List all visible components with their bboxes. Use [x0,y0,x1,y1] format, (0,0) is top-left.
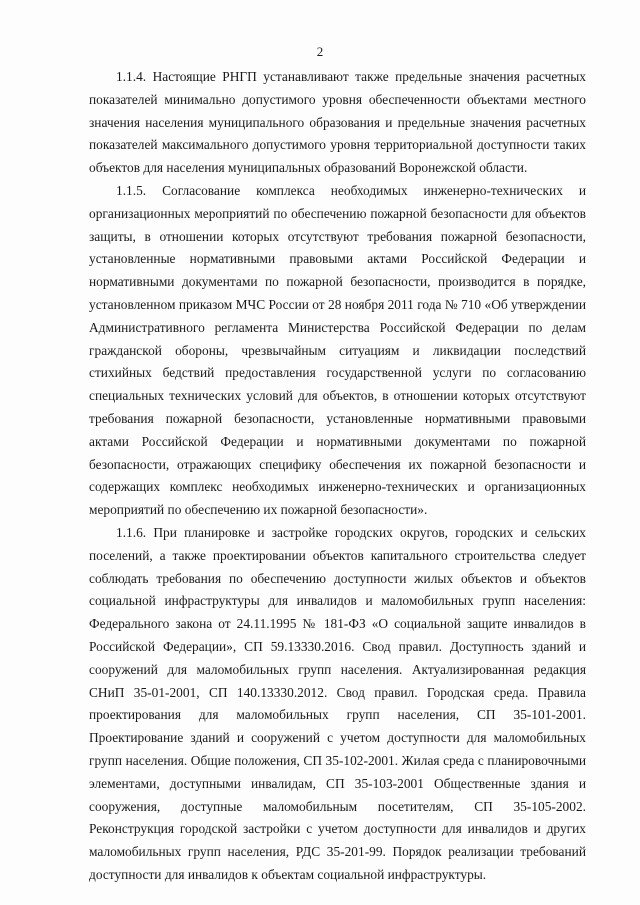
page-number: 2 [316,44,324,59]
paragraph-1-1-5: 1.1.5. Согласование комплекса необходимых инженерно-технических и организационных мероприятий по обеспечению пожарной безопасности для объектов защиты, в отношении которых отсутствуют требования пожарной безопасности, установленные нормативными правовыми актами Российской Федерации и нормативными документами по пожарной безопасности, производится в порядке, установленном приказом МЧС России от 28 ноября 2011 года № 710 «Об утверждении Административного регламента Министерства Российской Федерации по делам гражданской обороны, чрезвычайным ситуациям и ликвидации последствий стихийных бедствий предоставления государственной услуги по согласованию специальных технических условий для объектов, в отношении которых отсутствуют требования пожарной безопасности, установленные нормативными правовыми актами Российской Федерации и нормативными документами по пожарной безопасности, отражающих специфику обеспечения их пожарной безопасности и содержащих комплекс необходимых инженерно-технических и организационных мероприятий по обеспечению их пожарной безопасности». [89,182,586,518]
paragraph-1-1-6: 1.1.6. При планировке и застройке городских округов, городских и сельских поселений, а также проектировании объектов капитального строительства следует соблюдать требования по обеспечению доступности жилых объектов и объектов социальной инфраструктуры для инвалидов и маломобильных групп населения: Федерального закона от 24.11.1995 № 181-ФЗ «О социальной защите инвалидов в Российской Федерации», СП 59.13330.2016. Свод правил. Доступность зданий и сооружений для маломобильных групп населения. Актуализированная редакция СНиП 35-01-2001, СП 140.13330.2012. Свод правил. Городская среда. Правила проектирования для маломобильных групп населения, СП 35-101-2001. Проектирование зданий и сооружений с учетом доступности для маломобильных групп населения. Общие положения, СП 35-102-2001. Жилая среда с планировочными элементами, доступными инвалидам, СП 35-103-2001 Общественные здания и сооружения, доступные маломобильным посетителям, СП 35-105-2002. Реконструкция городской застройки с учетом доступности для инвалидов и других маломобильных групп населения, РДС 35-201-99. Порядок реализации требований доступности для инвалидов к объектам социальной инфраструктуры. [89,524,586,882]
paragraph-1-1-4: 1.1.4. Настоящие РНГП устанавливают также предельные значения расчетных показателей минимально допустимого уровня обеспеченности объектами местного значения населения муниципального образования и предельные значения расчетных показателей максимального допустимого уровня территориальной доступности таких объектов для населения муниципальных образований Воронежской области. [89,69,586,176]
document-body [89,66,586,887]
